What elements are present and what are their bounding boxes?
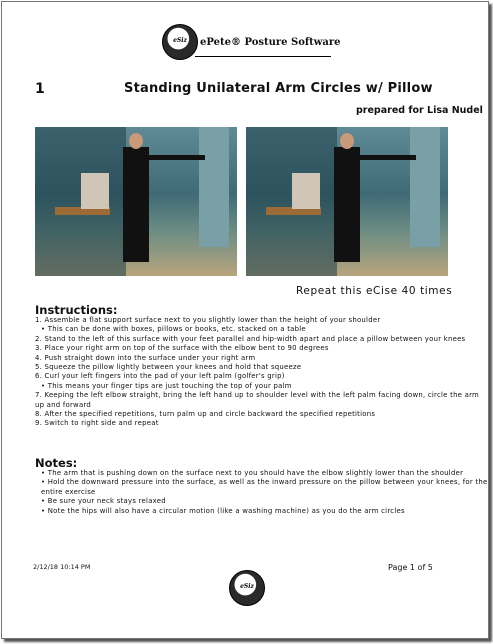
photo-door	[199, 127, 229, 247]
esiz-logo	[162, 24, 198, 60]
instruction-line: 7. Keeping the left elbow straight, bring the left hand up to shoulder level with the left palm facing down, circle the arm up and forward	[35, 391, 480, 409]
prepared-for: prepared for Lisa Nudel	[356, 105, 483, 116]
instruction-line: 4. Push straight down into the surface under your right arm	[35, 353, 256, 362]
repeat-count: Repeat this eCise 40 times	[296, 285, 453, 297]
instructions-heading: Instructions:	[35, 303, 118, 317]
photo-box	[292, 173, 320, 209]
instruction-line: • This means your finger tips are just touching the top of your palm	[41, 381, 292, 390]
footer-page-number: Page 1 of 5	[388, 563, 433, 572]
instruction-line: 6. Curl your left fingers into the pad of your left palm (golfer's grip)	[35, 372, 285, 381]
note-line: • Note the hips will also have a circular motion (like a washing machine) as you do the arm circles	[41, 506, 405, 515]
exercise-title: Standing Unilateral Arm Circles w/ Pillow	[124, 81, 433, 96]
note-line: • Hold the downward pressure into the surface, as well as the inward pressure on the pillow between your knees, for the entire exercise	[41, 478, 488, 496]
instructions-list	[35, 316, 489, 429]
notes-list	[35, 469, 489, 516]
note-line: • Be sure your neck stays relaxed	[41, 497, 166, 506]
notes-heading: Notes:	[35, 456, 78, 470]
instruction-line: • This can be done with boxes, pillows or books, etc. stacked on a table	[41, 325, 306, 334]
instruction-line: 2. Stand to the left of this surface with your feet parallel and hip-width apart and place a pillow between your knees	[35, 334, 466, 343]
logo-circle-icon	[229, 570, 265, 606]
footer-date: 2/12/18 10:14 PM	[33, 563, 91, 571]
exercise-number: 1	[35, 81, 45, 97]
photo-arm	[360, 155, 416, 160]
logo-mark: eSiz	[240, 583, 254, 590]
exercise-photo-1	[35, 127, 237, 276]
photo-arm	[149, 155, 205, 160]
instruction-line: 9. Switch to right side and repeat	[35, 419, 159, 428]
instruction-line: 5. Squeeze the pillow lightly between your knees and hold that squeeze	[35, 363, 302, 372]
photo-person	[123, 147, 149, 262]
photo-head	[340, 133, 354, 149]
instruction-line: 3. Place your right arm on top of the surface with the elbow bent to 90 degrees	[35, 344, 329, 353]
photo-door	[410, 127, 440, 247]
instruction-line: 1. Assemble a flat support surface next to you slightly lower than the height of your shoulder	[35, 316, 381, 324]
instruction-line: 8. After the specified repetitions, turn palm up and circle backward the specified repetitions	[35, 410, 376, 419]
photo-person	[334, 147, 360, 262]
brand-name: ePete® Posture Software	[200, 37, 341, 48]
note-line: • The arm that is pushing down on the surface next to you should have the elbow slightly lower than the shoulder	[41, 469, 464, 477]
brand-underline	[195, 56, 331, 57]
photo-head	[129, 133, 143, 149]
photo-box	[81, 173, 109, 209]
footer-esiz-logo	[229, 570, 265, 606]
logo-circle-icon	[162, 24, 198, 60]
exercise-photo-2	[246, 127, 448, 276]
logo-mark: eSiz	[173, 37, 187, 44]
